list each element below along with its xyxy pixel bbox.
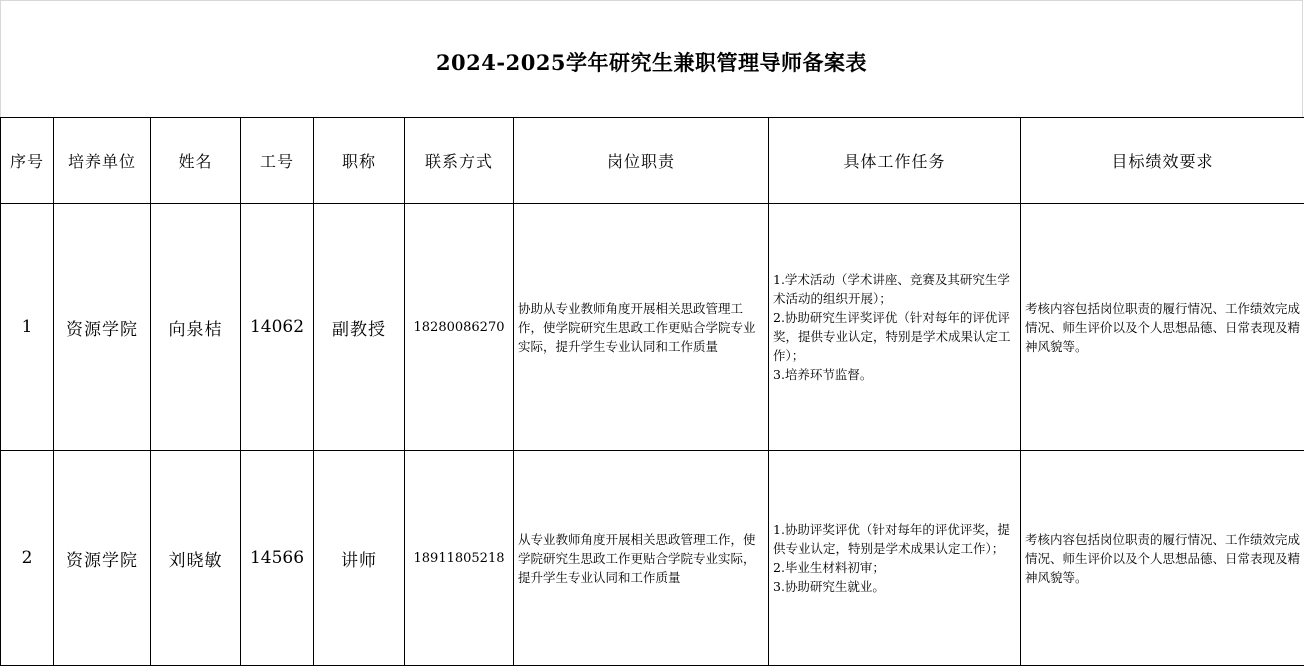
cell-title: 副教授 [314,204,405,451]
header-unit: 培养单位 [54,118,151,204]
title-area [0,0,1303,117]
record-table [0,117,1304,666]
cell-name: 刘晓敏 [151,451,241,666]
table-row [1,451,1304,666]
header-tasks: 具体工作任务 [769,118,1021,204]
cell-tasks [769,451,1021,666]
cell-unit: 资源学院 [54,451,151,666]
header-title: 职称 [314,118,405,204]
task-item: 2.毕业生材料初审； [773,560,885,575]
cell-id: 14566 [241,451,314,666]
page-title: 2024-2025学年研究生兼职管理导师备案表 [435,50,868,75]
cell-seq: 2 [1,451,54,666]
task-item: 3.协助研究生就业。 [773,579,885,594]
header-id: 工号 [241,118,314,204]
table-row [1,204,1304,451]
header-duty: 岗位职责 [514,118,769,204]
cell-tasks [769,204,1021,451]
cell-id: 14062 [241,204,314,451]
cell-duty: 从专业教师角度开展相关思政管理工作，使学院研究生思政工作更贴合学院专业实际，提升学生专业认同和工作质量 [514,451,769,666]
header-name: 姓名 [151,118,241,204]
cell-target: 考核内容包括岗位职责的履行情况、工作绩效完成情况、师生评价以及个人思想品德、日常表现及精神风貌等。 [1021,451,1304,666]
task-item: 1.学术活动（学术讲座、竞赛及其研究生学术活动的组织开展）； [773,272,1010,306]
cell-contact: 18911805218 [405,451,514,666]
cell-unit: 资源学院 [54,204,151,451]
cell-title: 讲师 [314,451,405,666]
task-item: 1.协助评奖评优（针对每年的评优评奖，提供专业认定，特别是学术成果认定工作）； [773,522,1010,556]
cell-contact: 18280086270 [405,204,514,451]
header-row [1,118,1304,204]
cell-name: 向泉桔 [151,204,241,451]
cell-seq: 1 [1,204,54,451]
task-item: 2.协助研究生评奖评优（针对每年的评优评奖，提供专业认定，特别是学术成果认定工作）； [773,310,1011,363]
cell-target: 考核内容包括岗位职责的履行情况、工作绩效完成情况、师生评价以及个人思想品德、日常表现及精神风貌等。 [1021,204,1304,451]
header-target: 目标绩效要求 [1021,118,1304,204]
header-contact: 联系方式 [405,118,514,204]
cell-duty: 协助从专业教师角度开展相关思政管理工作，使学院研究生思政工作更贴合学院专业实际，提升学生专业认同和工作质量 [514,204,769,451]
task-item: 3.培养环节监督。 [773,367,873,382]
header-seq: 序号 [1,118,54,204]
